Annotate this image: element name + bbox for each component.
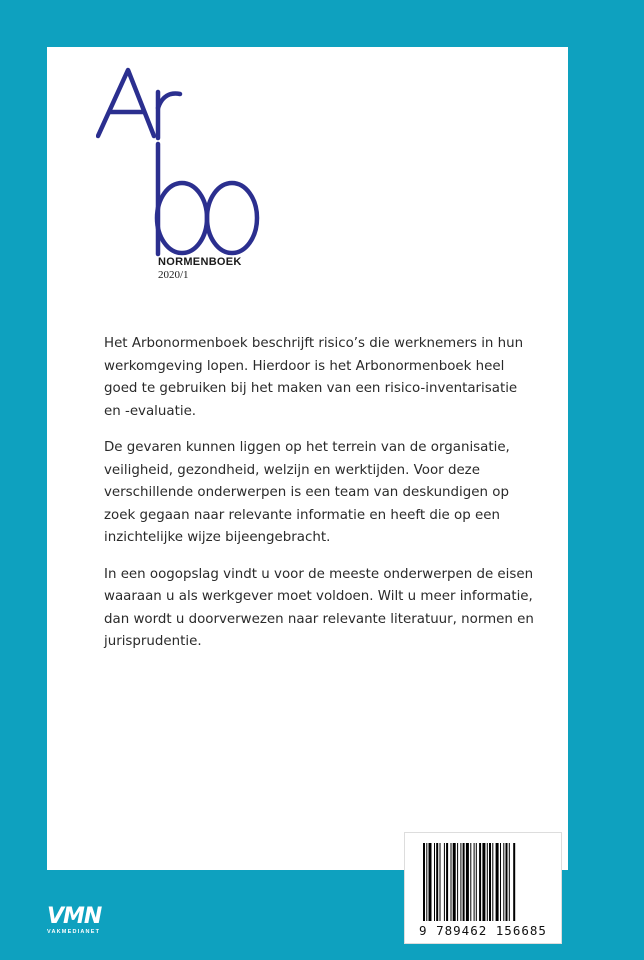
- barcode-bar: [436, 843, 438, 921]
- barcode-bar: [476, 843, 477, 921]
- barcode-bar: [492, 843, 493, 921]
- barcode-bar: [423, 843, 425, 921]
- barcode-bar: [506, 843, 508, 921]
- publisher-mark: VMN: [47, 904, 102, 929]
- publisher-name: VAKMEDIANET: [47, 929, 101, 935]
- barcode-bar: [429, 843, 432, 921]
- barcode-bar: [466, 843, 469, 921]
- barcode-bar: [463, 843, 465, 921]
- barcode-bar: [489, 843, 491, 921]
- barcode-bar: [482, 843, 485, 921]
- subtitle: NORMENBOEK: [158, 256, 242, 268]
- isbn-barcode: [404, 832, 562, 944]
- barcode-bar: [503, 843, 504, 921]
- paragraph: Het Arbonormenboek beschrijft risico’s die werknemers in hun werkomgeving lopen. Hierdoor is het Arbonormenboek heel goed te gebruiken bij het maken van een risico-inventarisatie en -evaluatie.: [104, 336, 524, 419]
- barcode-bar: [513, 843, 515, 921]
- arbo-logo-graphic: [96, 52, 266, 262]
- barcode-bar: [444, 843, 445, 921]
- barcode-bar: [474, 843, 475, 921]
- barcode-bar: [500, 843, 501, 921]
- barcode-bar: [487, 843, 488, 921]
- barcode-bar: [446, 843, 448, 921]
- barcode-bar: [440, 843, 441, 921]
- description: [104, 333, 534, 668]
- barcode-bar: [479, 843, 481, 921]
- barcode-bar: [457, 843, 458, 921]
- publisher-logo: [47, 906, 119, 940]
- barcode-bar: [460, 843, 461, 921]
- edition: 2020/1: [158, 269, 189, 281]
- isbn-number: 9 789462 156685: [419, 923, 547, 938]
- barcode-bar: [509, 843, 510, 921]
- barcode-bar: [470, 843, 471, 921]
- barcode-bar: [434, 843, 435, 921]
- barcode-bar: [426, 843, 427, 921]
- barcode-bar: [496, 843, 499, 921]
- barcode-bar: [453, 843, 456, 921]
- paragraph: De gevaren kunnen liggen op het terrein van de organisatie, veiligheid, gezondheid, welzijn en werktijden. Voor deze verschillende onderwerpen is een team van deskundigen op zoek gegaan naar relevante informatie en heeft die op een inzichtelijke wijze bijeengebracht.: [104, 440, 510, 545]
- arbo-logo: [96, 52, 266, 262]
- paragraph: In een oogopslag vindt u voor de meeste onderwerpen de eisen waaraan u als werkgever moet voldoen. Wilt u meer informatie, dan wordt u doorverwezen naar relevante literatuur, normen en jurisprudentie.: [104, 566, 534, 649]
- barcode-bars: [423, 843, 553, 921]
- barcode-bar: [451, 843, 452, 921]
